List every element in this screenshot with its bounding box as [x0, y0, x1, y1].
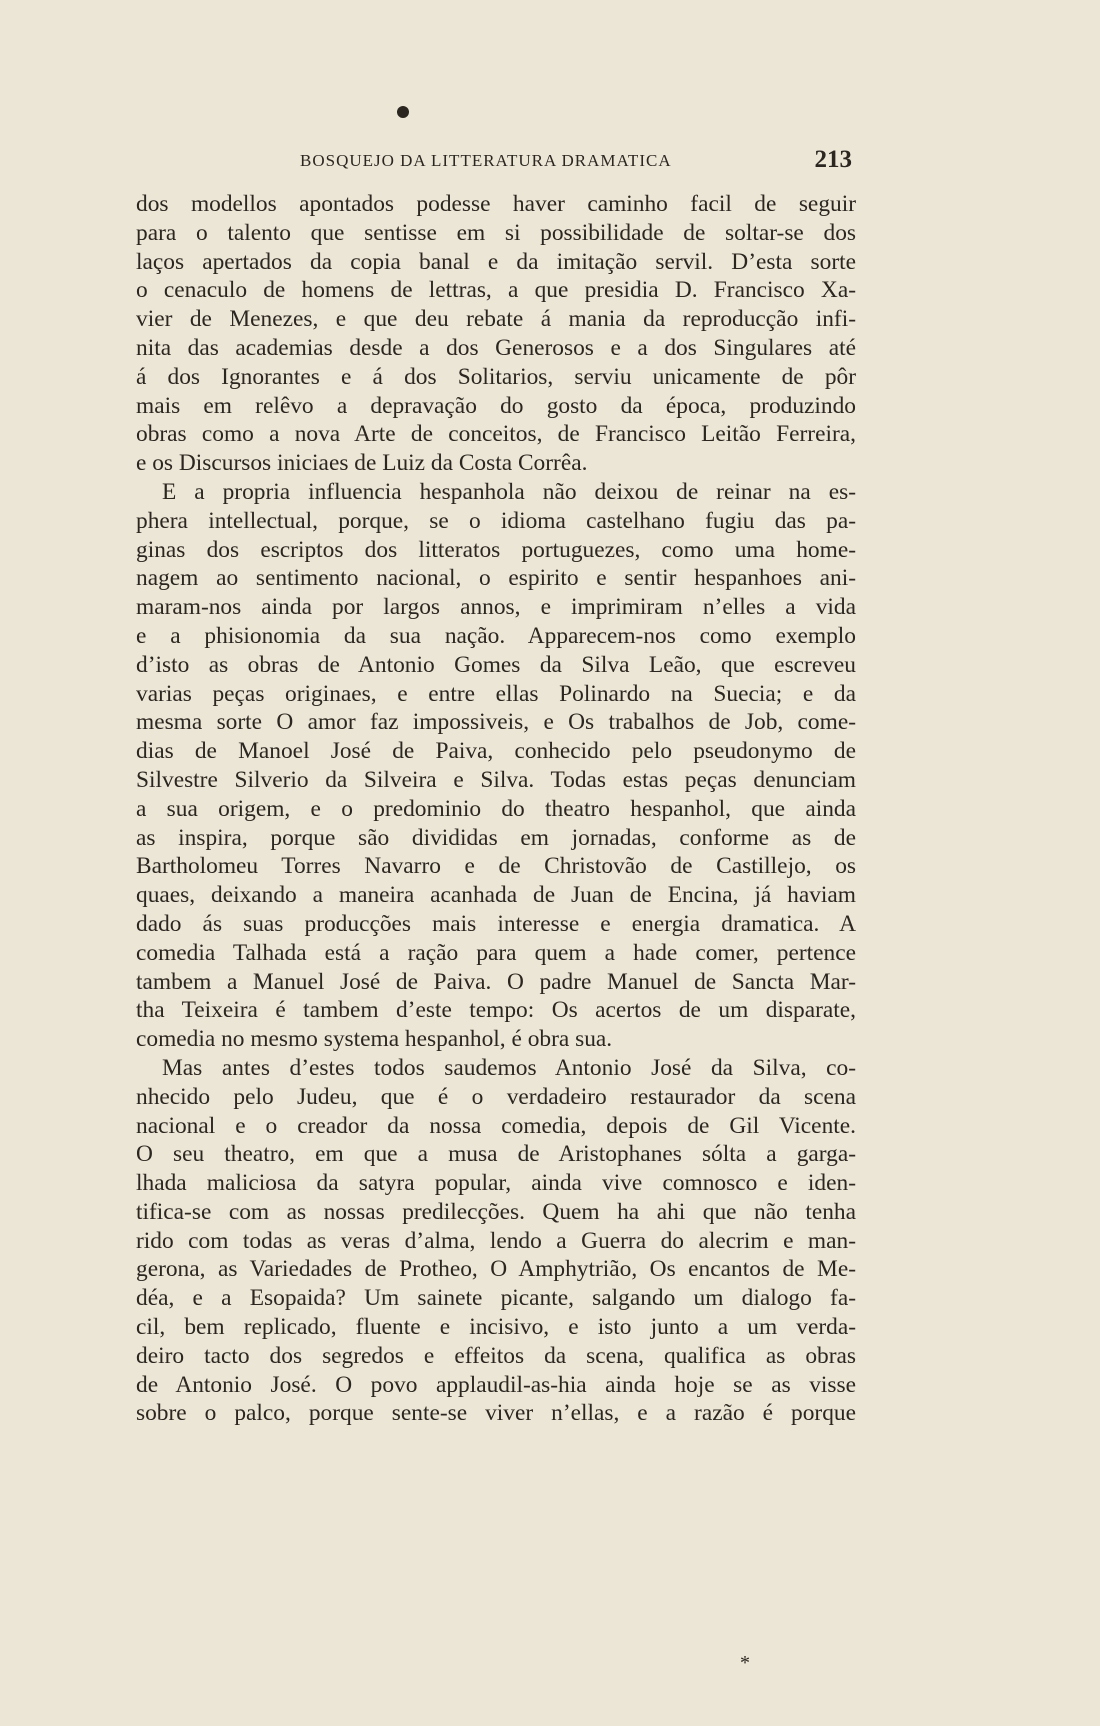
page-number: 213: [814, 146, 852, 173]
page-header: [300, 146, 852, 176]
text-line: nita das academias desde a dos Generosos e a dos Singulares até: [136, 334, 856, 361]
text-line: d’isto as obras de Antonio Gomes da Silva Leão, que escreveu: [136, 651, 856, 678]
text-line: maram-nos ainda por largos annos, e imprimiram n’elles a vida: [136, 594, 856, 621]
text-line: phera intellectual, porque, se o idioma castelhano fugiu das pa-: [136, 507, 856, 534]
text-line: gerona, as Variedades de Protheo, O Amphytrião, Os encantos de Me-: [136, 1256, 856, 1283]
text-line: nagem ao sentimento nacional, o espirito e sentir hespanhoes ani-: [136, 565, 856, 592]
text-line: de Antonio José. O povo applaudil-as-hia ainda hoje se as visse: [136, 1371, 856, 1398]
text-line: déa, e a Esopaida? Um sainete picante, salgando um dialogo fa-: [136, 1285, 856, 1312]
text-line: quaes, deixando a maneira acanhada de Juan de Encina, já haviam: [136, 882, 856, 909]
text-line: e os Discursos iniciaes de Luiz da Costa Corrêa.: [136, 450, 588, 477]
text-line: mais em relêvo a depravação do gosto da época, produzindo: [136, 392, 856, 419]
body-text: [136, 190, 856, 1428]
text-line: lhada maliciosa da satyra popular, ainda vive comnosco e iden-: [136, 1170, 856, 1197]
text-line: comedia no mesmo systema hespanhol, é obra sua.: [136, 1026, 613, 1053]
text-line: dos modellos apontados podesse haver caminho facil de seguir: [136, 191, 856, 217]
text-line: dias de Manoel José de Paiva, conhecido pelo pseudonymo de: [136, 738, 856, 765]
text-line: rido com todas as veras d’alma, lendo a Guerra do alecrim e man-: [136, 1227, 856, 1254]
text-line: cil, bem replicado, fluente e incisivo, e isto junto a um verda-: [136, 1314, 856, 1341]
text-line: tifica-se com as nossas predilecções. Quem ha ahi que não tenha: [136, 1198, 856, 1225]
text-line: dado ás suas producções mais interesse e energia dramatica. A: [136, 910, 856, 937]
text-line: comedia Talhada está a ração para quem a hade comer, pertence: [136, 939, 856, 966]
signature-mark: *: [740, 1652, 750, 1674]
text-line: nhecido pelo Judeu, que é o verdadeiro restaurador da scena: [136, 1083, 856, 1110]
text-line: deiro tacto dos segredos e effeitos da scena, qualifica as obras: [136, 1342, 856, 1369]
text-line: ginas dos escriptos dos litteratos portuguezes, como uma home-: [136, 536, 856, 563]
text-line: E a propria influencia hespanhola não deixou de reinar na es-: [162, 478, 856, 505]
text-line: para o talento que sentisse em si possibilidade de soltar-se dos: [136, 219, 856, 246]
text-line: tha Teixeira é tambem d’este tempo: Os acertos de um disparate,: [136, 997, 856, 1024]
ornament-dot: [397, 106, 409, 118]
text-line: Silvestre Silverio da Silveira e Silva. Todas estas peças denunciam: [136, 766, 856, 793]
text-line: as inspira, porque são divididas em jornadas, conforme as de: [136, 824, 856, 851]
text-line: laços apertados da copia banal e da imitação servil. D’esta sorte: [136, 248, 856, 275]
text-line: obras como a nova Arte de conceitos, de Francisco Leitão Ferreira,: [136, 421, 856, 448]
text-line: e a phisionomia da sua nação. Apparecem-nos como exemplo: [136, 622, 856, 649]
text-line: varias peças originaes, e entre ellas Polinardo na Suecia; e da: [136, 680, 856, 707]
running-title: BOSQUEJO DA LITTERATURA DRAMATICA: [300, 151, 672, 170]
text-line: Mas antes d’estes todos saudemos Antonio José da Silva, co-: [162, 1054, 856, 1081]
text-line: Bartholomeu Torres Navarro e de Christovão de Castillejo, os: [136, 853, 856, 880]
text-line: mesma sorte O amor faz impossiveis, e Os trabalhos de Job, come-: [136, 709, 856, 736]
text-line: tambem a Manuel José de Paiva. O padre Manuel de Sancta Mar-: [136, 968, 856, 995]
text-line: O seu theatro, em que a musa de Aristophanes sólta a garga-: [136, 1141, 856, 1168]
text-line: vier de Menezes, e que deu rebate á mania da reproducção infi-: [136, 306, 856, 333]
text-line: a sua origem, e o predominio do theatro hespanhol, que ainda: [136, 795, 856, 822]
text-line: á dos Ignorantes e á dos Solitarios, serviu unicamente de pôr: [136, 363, 856, 390]
text-line: nacional e o creador da nossa comedia, depois de Gil Vicente.: [136, 1112, 856, 1139]
text-line: sobre o palco, porque sente-se viver n’ellas, e a razão é porque: [136, 1400, 856, 1427]
text-line: o cenaculo de homens de lettras, a que presidia D. Francisco Xa-: [136, 277, 856, 304]
